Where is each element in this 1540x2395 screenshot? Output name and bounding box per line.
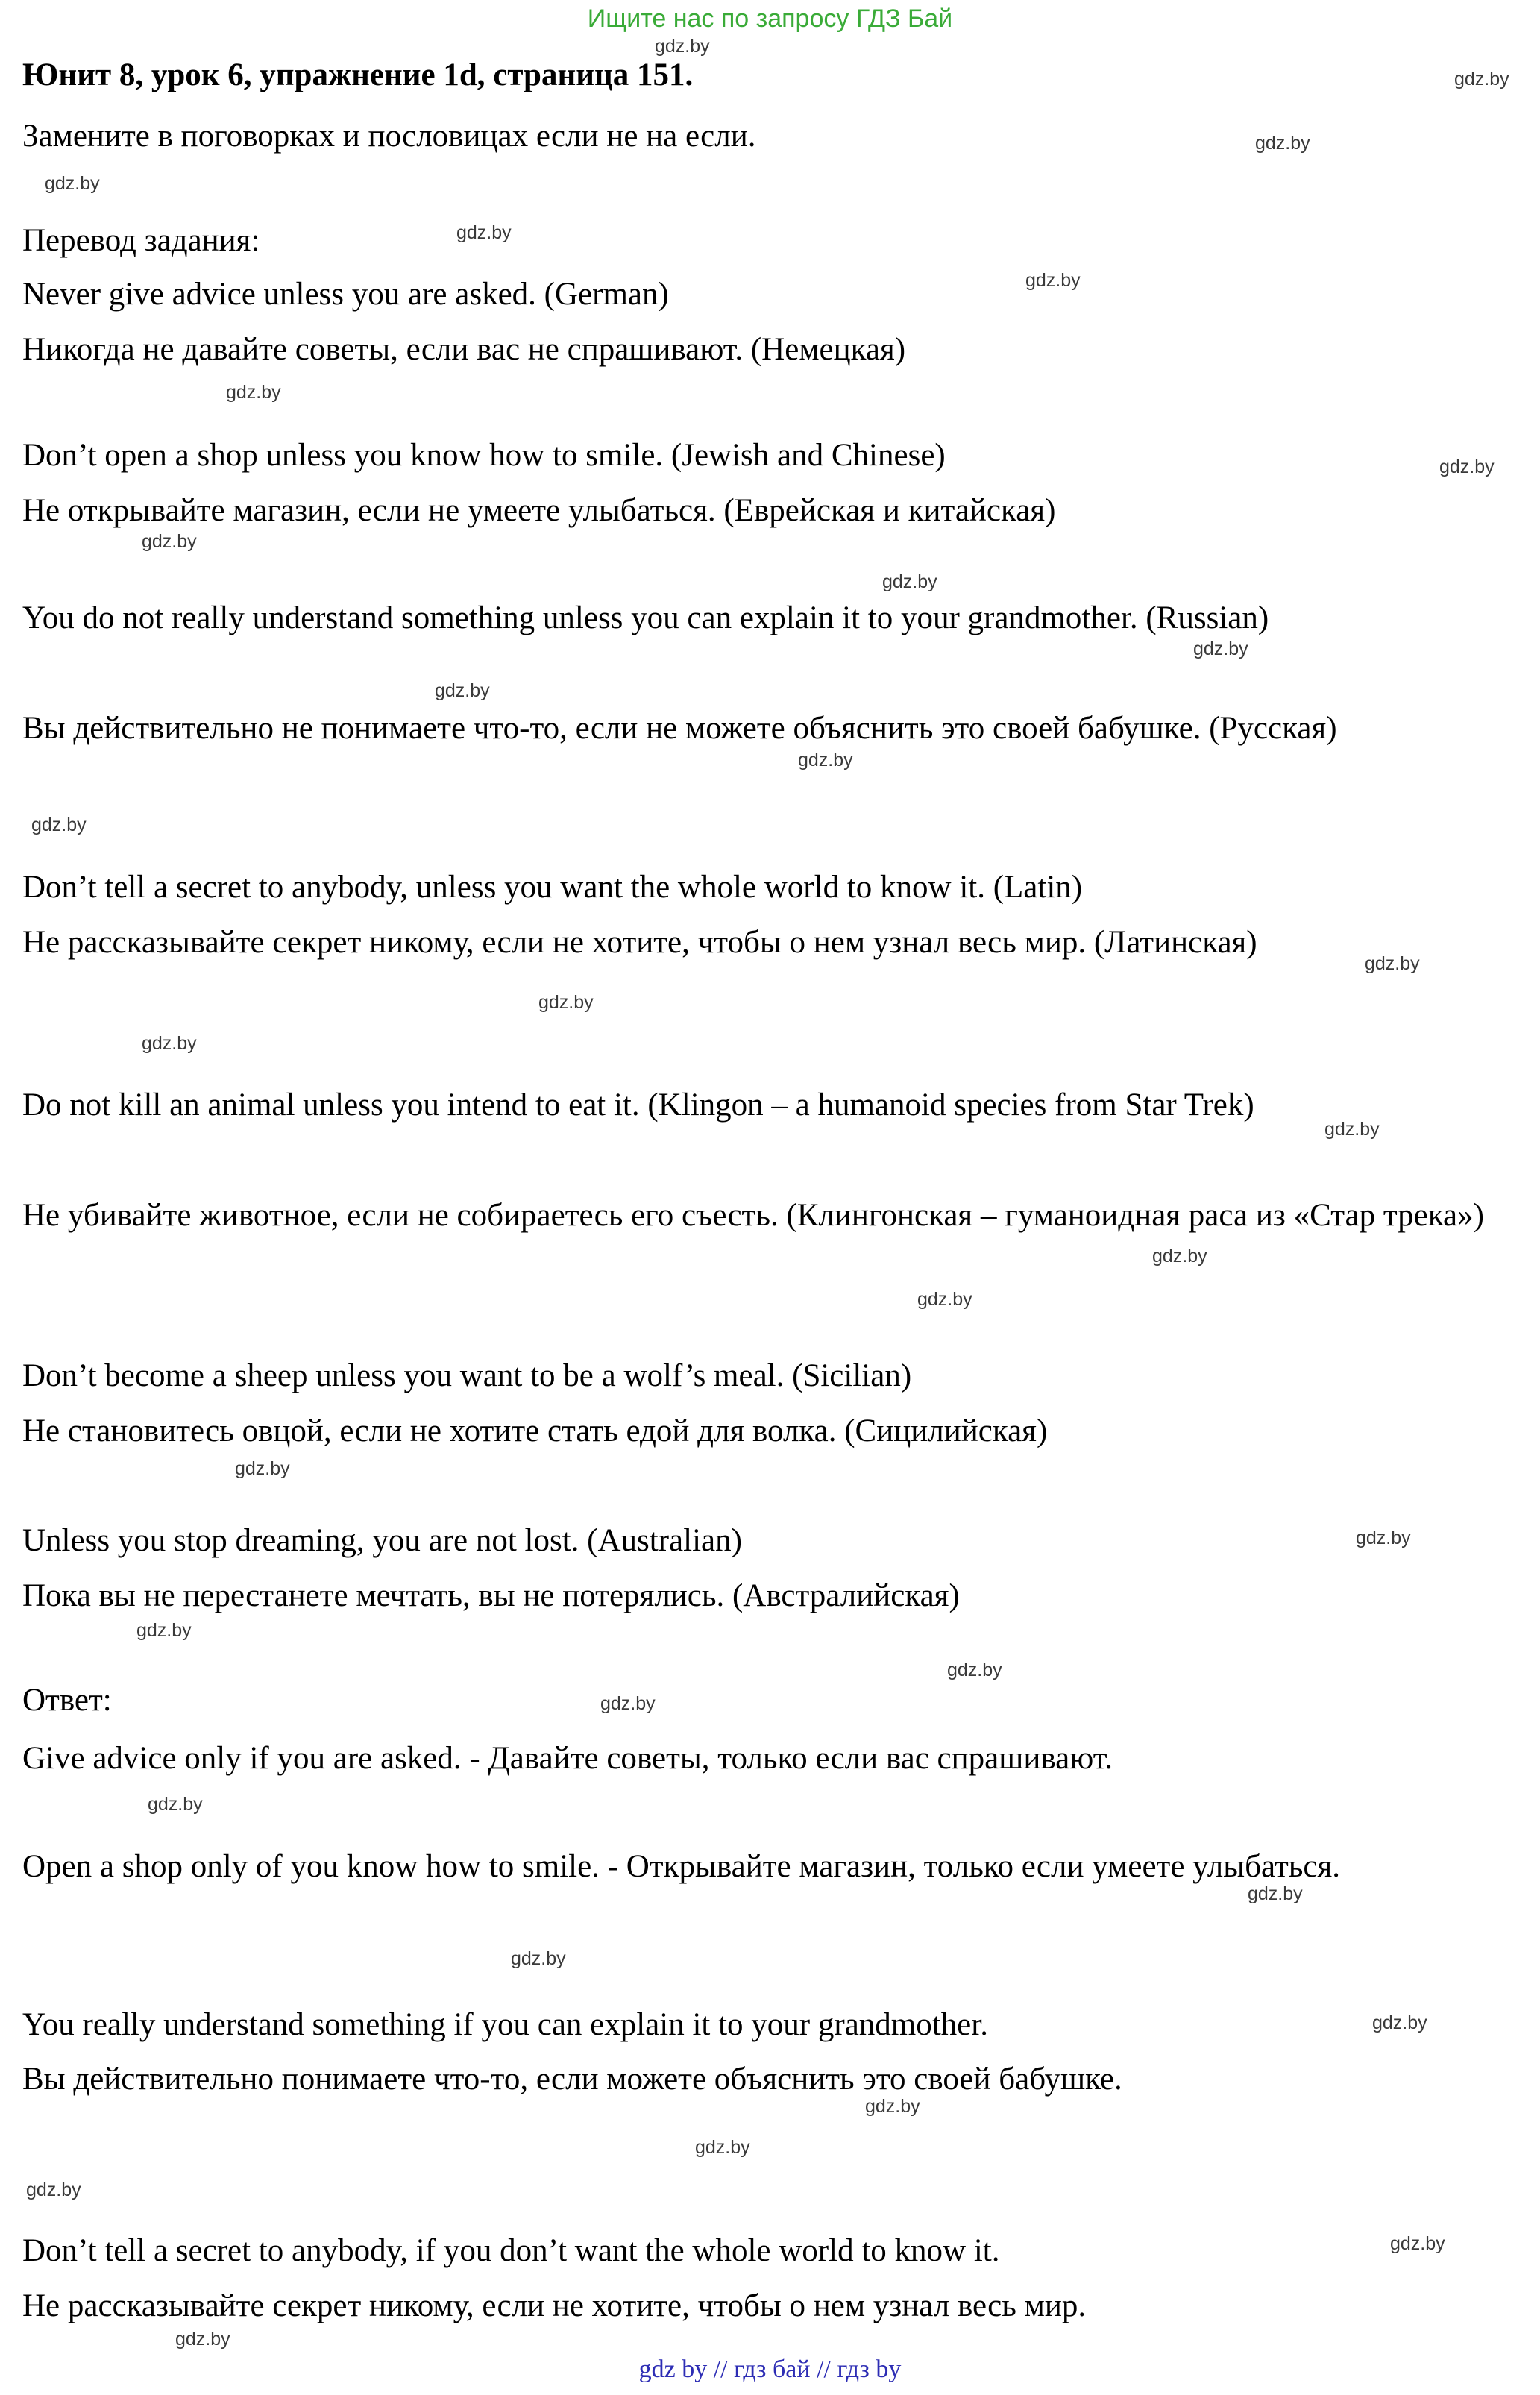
watermark-text: gdz.by [917,1289,972,1310]
watermark-text: gdz.by [1324,1119,1380,1140]
proverb-5-en: Do not kill an animal unless you intend to eat it. (Klingon – a humanoid species from Star Trek) [22,1087,1254,1123]
watermark-text: gdz.by [226,382,281,403]
answer-3-ru: Вы действительно понимаете что-то, если можете объяснить это своей бабушке. [22,2062,1122,2097]
watermark-text: gdz.by [175,2329,230,2350]
translation-heading: Перевод задания: [22,223,260,258]
watermark-text: gdz.by [148,1794,203,1815]
proverb-4-en: Don’t tell a secret to anybody, unless you want the whole world to know it. (Latin) [22,870,1083,905]
watermark-text: gdz.by [1248,1883,1303,1904]
watermark-text: gdz.by [142,1033,197,1054]
watermark-text: gdz.by [1390,2233,1445,2254]
watermark-text: gdz.by [1025,270,1081,291]
proverb-1-ru: Никогда не давайте советы, если вас не спрашивают. (Немецкая) [22,332,906,367]
watermark-text: gdz.by [695,2137,750,2158]
watermark-text: gdz.by [142,531,197,552]
watermark-text: gdz.by [1356,1528,1411,1548]
exercise-title: Юнит 8, урок 6, упражнение 1d, страница 151. [22,57,694,92]
answer-4-ru: Не рассказывайте секрет никому, если не хотите, чтобы о нем узнал весь мир. [22,2288,1087,2323]
watermark-text: gdz.by [538,992,594,1013]
proverb-6-en: Don’t become a sheep unless you want to be a wolf’s meal. (Sicilian) [22,1358,912,1393]
footer-link[interactable]: gdz by // гдз бай // гдз by [638,2355,902,2383]
proverb-3-en: You do not really understand something unless you can explain it to your grandmother. (Russian) [22,600,1269,635]
proverb-1-en: Never give advice unless you are asked. (German) [22,277,669,312]
watermark-text: gdz.by [456,222,512,243]
watermark-text: gdz.by [1365,953,1420,974]
watermark-text: gdz.by [655,36,710,57]
watermark-text: gdz.by [882,571,937,592]
watermark-text: gdz.by [31,814,87,835]
answer-3-en: You really understand something if you can explain it to your grandmother. [22,2007,988,2042]
watermark-text: gdz.by [235,1458,290,1479]
watermark-text: gdz.by [1372,2012,1427,2033]
proverb-3-ru: Вы действительно не понимаете что-то, если не можете объяснить это своей бабушке. (Русская) [22,711,1337,746]
watermark-text: gdz.by [600,1693,656,1714]
watermark-text: gdz.by [798,750,853,770]
watermark-text: gdz.by [1255,133,1310,154]
answer-1: Give advice only if you are asked. - Давайте советы, только если вас спрашивают. [22,1741,1113,1776]
answer-heading: Ответ: [22,1683,112,1718]
answer-2: Open a shop only of you know how to smile. - Открывайте магазин, только если умеете улыбаться. [22,1849,1340,1884]
proverb-4-ru: Не рассказывайте секрет никому, если не хотите, чтобы о нем узнал весь мир. (Латинская) [22,925,1257,960]
watermark-text: gdz.by [435,680,490,701]
watermark-text: gdz.by [1152,1246,1207,1266]
proverb-7-ru: Пока вы не перестанете мечтать, вы не потерялись. (Австралийская) [22,1578,960,1613]
watermark-text: gdz.by [865,2096,920,2117]
watermark-text: gdz.by [1439,456,1495,477]
proverb-2-ru: Не открывайте магазин, если не умеете улыбаться. (Еврейская и китайская) [22,493,1056,528]
proverb-2-en: Don’t open a shop unless you know how to smile. (Jewish and Chinese) [22,438,946,473]
proverb-6-ru: Не становитесь овцой, если не хотите стать едой для волка. (Сицилийская) [22,1413,1048,1448]
promo-banner: Ищите нас по запросу ГДЗ Бай [587,4,953,33]
watermark-text: gdz.by [1193,638,1248,659]
watermark-text: gdz.by [511,1948,566,1969]
watermark-text: gdz.by [45,173,100,194]
answer-4-en: Don’t tell a secret to anybody, if you don’t want the whole world to know it. [22,2233,1000,2268]
watermark-text: gdz.by [136,1620,192,1641]
proverb-5-ru: Не убивайте животное, если не собираетесь его съесть. (Клингонская – гуманоидная раса из «Стар трека») [22,1198,1484,1233]
watermark-text: gdz.by [1454,69,1509,90]
task-text: Замените в поговорках и пословицах если не на если. [22,119,756,154]
watermark-text: gdz.by [947,1660,1002,1680]
watermark-text: gdz.by [26,2179,81,2200]
proverb-7-en: Unless you stop dreaming, you are not lost. (Australian) [22,1523,742,1558]
